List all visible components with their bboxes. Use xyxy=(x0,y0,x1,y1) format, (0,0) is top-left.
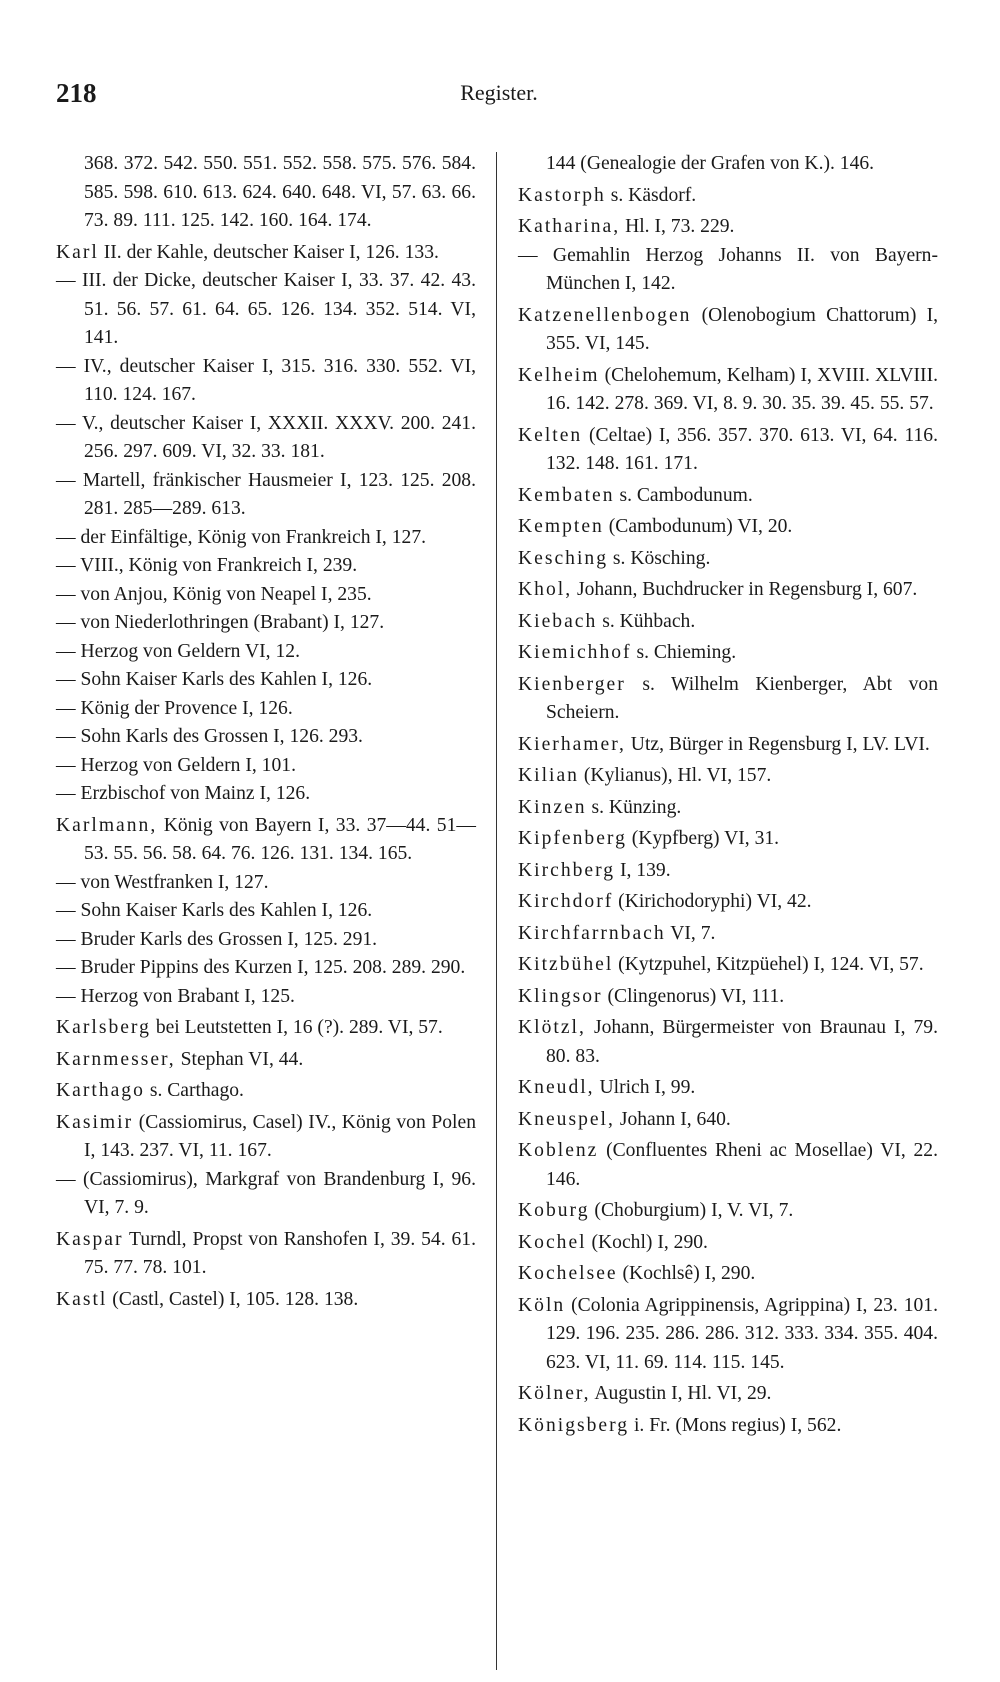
index-entry xyxy=(56,410,476,467)
index-entry-text: Turndl, Propst von Ranshofen I, 39. 54. 61. 75. 77. 78. 101. xyxy=(84,1228,476,1278)
index-entry xyxy=(56,467,476,524)
index-entry-text: V., deutscher Kaiser I, XXXII. XXXV. 200. 241. 256. 297. 609. VI, 32. 33. 181. xyxy=(81,412,477,462)
index-entry xyxy=(56,1226,476,1283)
index-entry-text: Stephan VI, 44. xyxy=(180,1048,304,1070)
index-entry-text: (Kirichodoryphi) VI, 42. xyxy=(618,891,812,912)
index-entry-text: (Olenobogium Chattorum) I, 355. VI, 145. xyxy=(546,304,938,354)
sub-entry-dash: — xyxy=(56,583,81,605)
index-entry-text: 144 (Genealogie der Grafen von K.). 146. xyxy=(546,153,875,174)
index-entry-text: i. Fr. (Mons regius) I, 562. xyxy=(633,1414,842,1436)
index-entry xyxy=(518,302,938,359)
sub-entry-dash: — xyxy=(56,928,81,950)
index-entry-text: Sohn Kaiser Karls des Kahlen I, 126. xyxy=(80,669,373,690)
index-entry xyxy=(56,869,476,898)
index-entry xyxy=(518,1137,938,1194)
index-entry xyxy=(56,1166,476,1223)
sub-entry-dash: — xyxy=(56,726,81,747)
sub-entry-dash: — xyxy=(56,697,81,719)
index-entry xyxy=(518,608,938,637)
index-entry-text: Bruder Pippins des Kurzen I, 125. 208. 289. 290. xyxy=(80,957,466,978)
index-entry xyxy=(518,888,938,917)
index-entry xyxy=(518,983,938,1012)
index-headword: Kneuspel, xyxy=(518,1108,615,1130)
index-headword: Kastl xyxy=(56,1288,108,1310)
index-entry xyxy=(56,581,476,610)
index-entry xyxy=(518,513,938,542)
index-entry-text: König von Bayern I, 33. 37—44. 51—53. 55. 56. 58. 64. 76. 126. 131. 134. 165. xyxy=(84,814,476,864)
index-entry xyxy=(518,1014,938,1071)
index-headword: Kiemichhof xyxy=(518,642,632,663)
index-headword: Koburg xyxy=(518,1200,590,1221)
index-entry xyxy=(56,780,476,809)
index-entry-text: Herzog von Geldern I, 101. xyxy=(80,754,296,776)
index-entry-text: Ulrich I, 99. xyxy=(599,1077,696,1098)
index-headword: Kochelsee xyxy=(518,1263,618,1284)
sub-entry-dash: — xyxy=(56,412,82,434)
index-entry-text: (Cambodunum) VI, 20. xyxy=(608,516,793,537)
index-entry-text: II. der Kahle, deutscher Kaiser I, 126. 133. xyxy=(103,241,439,263)
index-headword: Kirchdorf xyxy=(518,891,614,912)
index-entry xyxy=(518,150,938,179)
index-headword: Karnmesser, xyxy=(56,1048,176,1070)
index-entry xyxy=(56,353,476,410)
index-entry xyxy=(518,422,938,479)
index-entry-text: s. Kösching. xyxy=(612,547,711,569)
index-headword: Kölner, xyxy=(518,1383,591,1404)
index-entry xyxy=(56,752,476,781)
index-column-right xyxy=(518,150,938,1440)
index-headword: Kelheim xyxy=(518,364,600,386)
index-entry-text: bei Leutstetten I, 16 (?). 289. VI, 57. xyxy=(155,1017,443,1038)
index-entry xyxy=(518,482,938,511)
index-entry-text: Hl. I, 73. 229. xyxy=(625,216,735,237)
index-headword: Kelten xyxy=(518,424,583,446)
index-entry-text: Johann, Bürgermeister von Braunau I, 79. 80. 83. xyxy=(546,1017,939,1067)
index-entry-text: Herzog von Geldern VI, 12. xyxy=(80,640,300,662)
index-entry xyxy=(518,1197,938,1226)
index-entry-text: (Chelohemum, Kelham) I, XVIII. XLVIII. 16. 142. 278. 369. VI, 8. 9. 30. 35. 39. 45. 55. 57. xyxy=(546,364,938,414)
index-entry xyxy=(56,239,476,268)
index-headword: Karl xyxy=(56,241,99,263)
index-entry-text: Gemahlin Herzog Johanns II. von Bayern-München I, 142. xyxy=(546,244,939,294)
index-entry-text: (Colonia Agrippinensis, Agrippina) I, 23. 101. 129. 196. 235. 286. 286. 312. 333. 334. 355. 404. 623. VI, 11. 69. 114. 115. 145. xyxy=(546,1294,938,1373)
page-number: 218 xyxy=(56,78,97,108)
index-entry-text: III. der Dicke, deutscher Kaiser I, 33. 37. 42. 43. 51. 56. 57. 61. 64. 65. 126. 134. 352. 514. VI, 141. xyxy=(81,270,476,348)
index-entry xyxy=(518,1260,938,1289)
index-entry xyxy=(56,926,476,955)
index-entry-text: Herzog von Brabant I, 125. xyxy=(80,985,295,1007)
index-entry xyxy=(518,545,938,574)
index-entry-text: (Confluentes Rheni ac Mosellae) VI, 22. 146. xyxy=(546,1140,938,1190)
index-entry-text: Johann I, 640. xyxy=(619,1108,731,1130)
index-entry xyxy=(518,920,938,949)
sub-entry-dash: — xyxy=(56,640,81,662)
index-entry-text: (Kylianus), Hl. VI, 157. xyxy=(583,765,772,786)
index-entry-text: s. Käsdorf. xyxy=(610,184,697,206)
sub-entry-dash: — xyxy=(56,871,81,893)
index-entry xyxy=(518,362,938,419)
index-entry-text: Bruder Karls des Grossen I, 125. 291. xyxy=(80,928,378,950)
index-entry-text: (Kochlsê) I, 290. xyxy=(622,1263,756,1284)
sub-entry-dash: — xyxy=(56,355,84,377)
index-entry-text: (Celtae) I, 356. 357. 370. 613. VI, 64. 116. 132. 148. 161. 171. xyxy=(546,424,938,474)
index-headword: Katharina, xyxy=(518,216,621,237)
index-headword: Koblenz xyxy=(518,1140,599,1161)
index-entry-text: (Cassiomirus, Casel) IV., König von Polen I, 143. 237. VI, 11. 167. xyxy=(84,1111,476,1161)
index-entry-text: (Cassiomirus), Markgraf von Brandenburg I, 96. VI, 7. 9. xyxy=(82,1168,476,1218)
sub-entry-dash: — xyxy=(56,469,83,491)
index-entry xyxy=(518,182,938,211)
index-headword: Kiebach xyxy=(518,610,598,632)
column-divider xyxy=(496,152,497,1670)
index-entry xyxy=(518,1074,938,1103)
index-headword: Kastorph xyxy=(518,184,606,206)
index-column-left xyxy=(56,150,476,1314)
index-entry xyxy=(56,812,476,869)
index-headword: Katzenellenbogen xyxy=(518,304,692,326)
sub-entry-dash: — xyxy=(56,900,81,921)
index-headword: Karthago xyxy=(56,1080,145,1101)
index-headword: Klötzl, xyxy=(518,1017,586,1038)
index-entry-text: der Einfältige, König von Frankreich I, 127. xyxy=(80,526,427,548)
page-header xyxy=(56,78,942,118)
index-headword: Karlsberg xyxy=(56,1017,151,1038)
index-headword: Kochel xyxy=(518,1231,587,1253)
index-headword: Kienberger xyxy=(518,673,626,695)
sub-entry-dash: — xyxy=(56,754,81,776)
index-entry xyxy=(518,213,938,242)
index-entry-text: VIII., König von Frankreich I, 239. xyxy=(80,555,358,576)
index-entry-text: (Kochl) I, 290. xyxy=(591,1231,708,1253)
index-entry-text: s. Kühbach. xyxy=(602,610,696,632)
index-headword: Kaspar xyxy=(56,1228,124,1250)
index-headword: Kirchfarrnbach xyxy=(518,922,666,944)
index-headword: Kempten xyxy=(518,516,604,537)
sub-entry-dash: — xyxy=(56,957,81,978)
index-entry xyxy=(56,1109,476,1166)
index-entry xyxy=(56,150,476,236)
index-entry-text: von Niederlothringen (Brabant) I, 127. xyxy=(80,612,385,633)
sub-entry-dash: — xyxy=(56,612,81,633)
index-headword: Karlmann, xyxy=(56,814,158,836)
index-entry xyxy=(56,695,476,724)
index-entry xyxy=(518,794,938,823)
sub-entry-dash: — xyxy=(518,244,553,266)
index-headword: Kasimir xyxy=(56,1111,134,1133)
index-entry-text: Augustin I, Hl. VI, 29. xyxy=(594,1383,772,1404)
index-entry-text: Sohn Karls des Grossen I, 126. 293. xyxy=(80,726,363,747)
index-entry xyxy=(56,638,476,667)
index-entry xyxy=(56,1046,476,1075)
index-headword: Kinzen xyxy=(518,796,587,818)
index-entry-text: s. Künzing. xyxy=(591,796,682,818)
sub-entry-dash: — xyxy=(56,1168,83,1190)
index-entry xyxy=(518,951,938,980)
index-entry xyxy=(518,825,938,854)
index-entry-text: von Anjou, König von Neapel I, 235. xyxy=(80,583,372,605)
index-headword: Khol, xyxy=(518,579,573,600)
index-entry xyxy=(518,639,938,668)
index-entry xyxy=(56,1286,476,1315)
index-entry xyxy=(56,552,476,581)
index-entry xyxy=(56,1077,476,1106)
index-entry xyxy=(518,1106,938,1135)
index-entry-text: Martell, fränkischer Hausmeier I, 123. 125. 208. 281. 285—289. 613. xyxy=(82,469,477,519)
index-entry xyxy=(518,731,938,760)
index-headword: Kesching xyxy=(518,547,609,569)
sub-entry-dash: — xyxy=(56,270,82,291)
sub-entry-dash: — xyxy=(56,669,81,690)
index-entry-text: (Castl, Castel) I, 105. 128. 138. xyxy=(112,1288,359,1310)
index-entry-text: 368. 372. 542. 550. 551. 552. 558. 575. 576. 584. 585. 598. 610. 613. 624. 640. 648. VI, 57. 63. 66. 73. 89. 111. 125. 142. 160. 164. 174. xyxy=(84,153,476,231)
index-entry-text: (Kytzpuhel, Kitzpüehel) I, 124. VI, 57. xyxy=(618,954,924,975)
index-entry xyxy=(56,524,476,553)
index-entry-text: Sohn Kaiser Karls des Kahlen I, 126. xyxy=(80,900,373,921)
sub-entry-dash: — xyxy=(56,555,81,576)
index-entry xyxy=(518,576,938,605)
running-head: Register. xyxy=(460,80,538,105)
index-entry-text: König der Provence I, 126. xyxy=(80,697,293,719)
index-headword: Kneudl, xyxy=(518,1077,595,1098)
index-entry xyxy=(518,762,938,791)
index-entry-text: von Westfranken I, 127. xyxy=(80,871,269,893)
index-entry xyxy=(56,267,476,353)
sub-entry-dash: — xyxy=(56,783,81,804)
index-entry xyxy=(56,723,476,752)
index-entry-text: VI, 7. xyxy=(670,922,716,944)
index-entry xyxy=(518,1292,938,1378)
index-headword: Kirchberg xyxy=(518,859,616,881)
index-headword: Kitzbühel xyxy=(518,954,614,975)
index-entry xyxy=(518,1412,938,1441)
index-headword: Köln xyxy=(518,1294,566,1316)
index-entry-text: s. Cambodunum. xyxy=(619,484,753,506)
index-headword: Kipfenberg xyxy=(518,828,627,849)
index-entry-text: Johann, Buchdrucker in Regensburg I, 607. xyxy=(577,579,918,600)
index-entry-text: I, 139. xyxy=(619,859,671,881)
index-entry xyxy=(56,1014,476,1043)
index-entry xyxy=(518,857,938,886)
index-entry-text: s. Carthago. xyxy=(149,1080,244,1101)
index-headword: Kembaten xyxy=(518,484,615,506)
index-entry-text: s. Wilhelm Kienberger, Abt von Scheiern. xyxy=(546,673,938,723)
index-entry xyxy=(56,897,476,926)
index-entry xyxy=(56,983,476,1012)
index-headword: Klingsor xyxy=(518,985,603,1007)
index-entry xyxy=(56,666,476,695)
index-entry xyxy=(518,671,938,728)
index-headword: Kierhamer, xyxy=(518,733,626,755)
index-entry-text: IV., deutscher Kaiser I, 315. 316. 330. 552. VI, 110. 124. 167. xyxy=(83,355,476,405)
index-entry-text: (Choburgium) I, V. VI, 7. xyxy=(594,1200,794,1221)
index-entry-text: Utz, Bürger in Regensburg I, LV. LVI. xyxy=(630,733,930,755)
index-entry xyxy=(518,1229,938,1258)
index-entry xyxy=(56,609,476,638)
index-entry xyxy=(518,1380,938,1409)
index-entry-text: (Clingenorus) VI, 111. xyxy=(607,985,785,1007)
sub-entry-dash: — xyxy=(56,985,81,1007)
index-entry xyxy=(518,242,938,299)
index-headword: Königsberg xyxy=(518,1414,630,1436)
sub-entry-dash: — xyxy=(56,526,81,548)
index-entry-text: s. Chieming. xyxy=(636,642,737,663)
index-entry-text: (Kypfberg) VI, 31. xyxy=(631,828,780,849)
index-entry xyxy=(56,954,476,983)
index-entry-text: Erzbischof von Mainz I, 126. xyxy=(80,783,311,804)
index-headword: Kilian xyxy=(518,765,579,786)
